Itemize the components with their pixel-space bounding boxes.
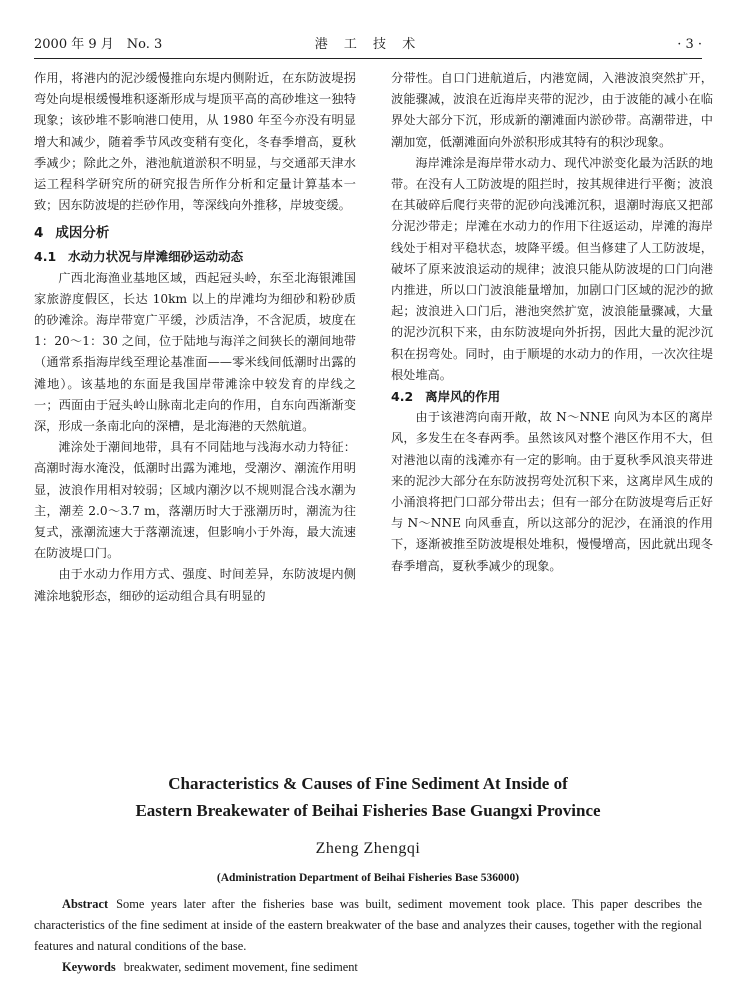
section-title: 成因分析 [55,225,110,242]
english-abstract-block [34,770,702,978]
keywords-label: Keywords [62,960,116,974]
running-header [34,34,702,56]
right-column [391,68,713,577]
keywords [34,957,702,978]
paragraph: 广西北海渔业基地区域，西起冠头岭，东至北海银滩国家旅游度假区，长达 10km 以上的岸滩均为细砂和粉砂质的砂滩涂。海岸带宽广平缓，沙质洁净，不含泥质，坡度在 1：20～1：30 之间，位于陆地与海洋之间狭长的潮间地带（通常系指海岸线至理论基准面——零米线间低潮时出露的滩地）。该基地的东面是我国岸带滩涂中较发育的岸线之一；西面由于冠头岭山脉南北走向的作用，自东向西渐渐变深，形成一条南北向的深槽，是北海港的天然航道。 [34,270,356,434]
subsection-title: 水动力状况与岸滩细砂运动动态 [68,249,244,265]
english-title-line-2: Eastern Breakewater of Beihai Fisheries Base Guangxi Province [135,801,601,820]
header-rule [34,58,702,59]
author-name: Zheng Zhengqi [315,840,421,857]
journal-name: 港 工 技 术 [314,37,422,52]
page-number: · 3 · [677,37,702,52]
paragraph: 作用，将港内的泥沙缓慢推向东堤内侧附近，在东防波堤拐弯处向堤根缓慢堆积逐渐形成与堤顶平高的高砂堆这一独特现象；该砂堆不影响港口使用，从 1980 年至今亦没有明显增大和减少，随着季节风改变稍有变化，冬春季增高，夏秋季减少；除此之外，港池航道淤积不明显，与交通部天津水运工程科学研究所的研究报告所作分析和定量计算基本一致；因东防波堤的拦砂作用，等深线向外推移，岸坡变缓。 [34,71,356,213]
left-column [34,68,356,607]
issue-info: 2000 年 9 月 No. 3 [34,37,163,52]
subsection-heading-4-2 [391,386,713,407]
subsection-heading-4-1 [34,246,356,267]
section-number: 4 [34,225,44,242]
english-title [34,770,702,824]
paragraph: 由于该港湾向南开敞，故 N～NNE 向风为本区的离岸风，多发生在冬春两季。虽然该风对整个港区作用不大，但对港池以南的浅滩亦有一定的影响。由于夏秋季风浪夹带进来的泥沙大部分在东防波拐弯处沉积下来，这离岸风生成的小涌浪将把门口部分带出去；但有一部分在防波堤弯后正好与 N～NNE 向风垂直，所以这部分的泥沙，在涌浪的作用下，逐渐被推至防波堤根处堆积，慢慢增高，因此就出现冬春季增高，夏秋季减少的现象。 [391,410,713,573]
subsection-number: 4.1 [34,249,57,265]
paragraph: 分带性。自口门进航道后，内港宽阔，入港波浪突然扩开，波能骤减，波浪在近海岸夹带的泥沙，由于波能的减小在临界处大部分下沉，形成新的潮滩面内淤砂带。高潮带进，中潮加宽，低潮滩面向外淤积形成其特有的积沙现象。 [391,71,713,149]
paragraph: 滩涂处于潮间地带，具有不同陆地与浅海水动力特征：高潮时海水淹没，低潮时出露为滩地，受潮汐、潮流作用明显，波浪作用相对较弱；区域内潮汐以不规则混合浅水潮为主，潮差 2.0～3.7 m，落潮历时大于涨潮历时，潮流为往复式，涨潮流速大于落潮流速，但影响小于外海，最大流速在防波堤口门。 [34,440,356,561]
abstract-label: Abstract [62,897,109,911]
paragraph: 海岸滩涂是海岸带水动力、现代冲淤变化最为活跃的地带。在没有人工防波堤的阻拦时，按其规律进行平衡；波浪在其破碎后爬行夹带的泥砂向浅滩沉积，退潮时海底又把部分泥沙带走；岸滩在水动力的作用下往返运动，岸滩的海岸线处于相对平稳状态，坡降平缓。但当修建了人工防波堤，破坏了原来波浪运动的规律；波浪只能从防波堤的口门向港内推进，所以口门波浪能量增加，加剧口门区域的泥沙的掀起；波浪进入口门后，港池突然扩宽，波浪能量骤减，大量的泥沙沉积下来，由东防波堤向外折拐，因此大量的泥沙沉积在拐弯处。同时，由于顺堤的水动力的作用，一次次往堤根处堆高。 [391,155,713,382]
section-heading-4 [34,222,356,244]
paragraph: 由于水动力作用方式、强度、时间差异，东防波堤内侧滩涂地貌形态，细砂的运动组合具有明显的 [34,567,356,603]
abstract-text: Some years later after the fisheries base was built, sediment movement took place. This paper describes the characteristics of the fine sediment at inside of the eastern breakwater of the base and analyzes their causes, together with the regional features and natural conditions of the base. [34,897,702,953]
keywords-text: breakwater, sediment movement, fine sediment [123,960,358,974]
abstract [34,894,702,957]
affiliation: (Administration Department of Beihai Fisheries Base 536000) [216,872,520,884]
subsection-title: 离岸风的作用 [425,389,501,405]
subsection-number: 4.2 [391,389,414,405]
english-title-line-1: Characteristics & Causes of Fine Sediment At Inside of [168,774,568,793]
